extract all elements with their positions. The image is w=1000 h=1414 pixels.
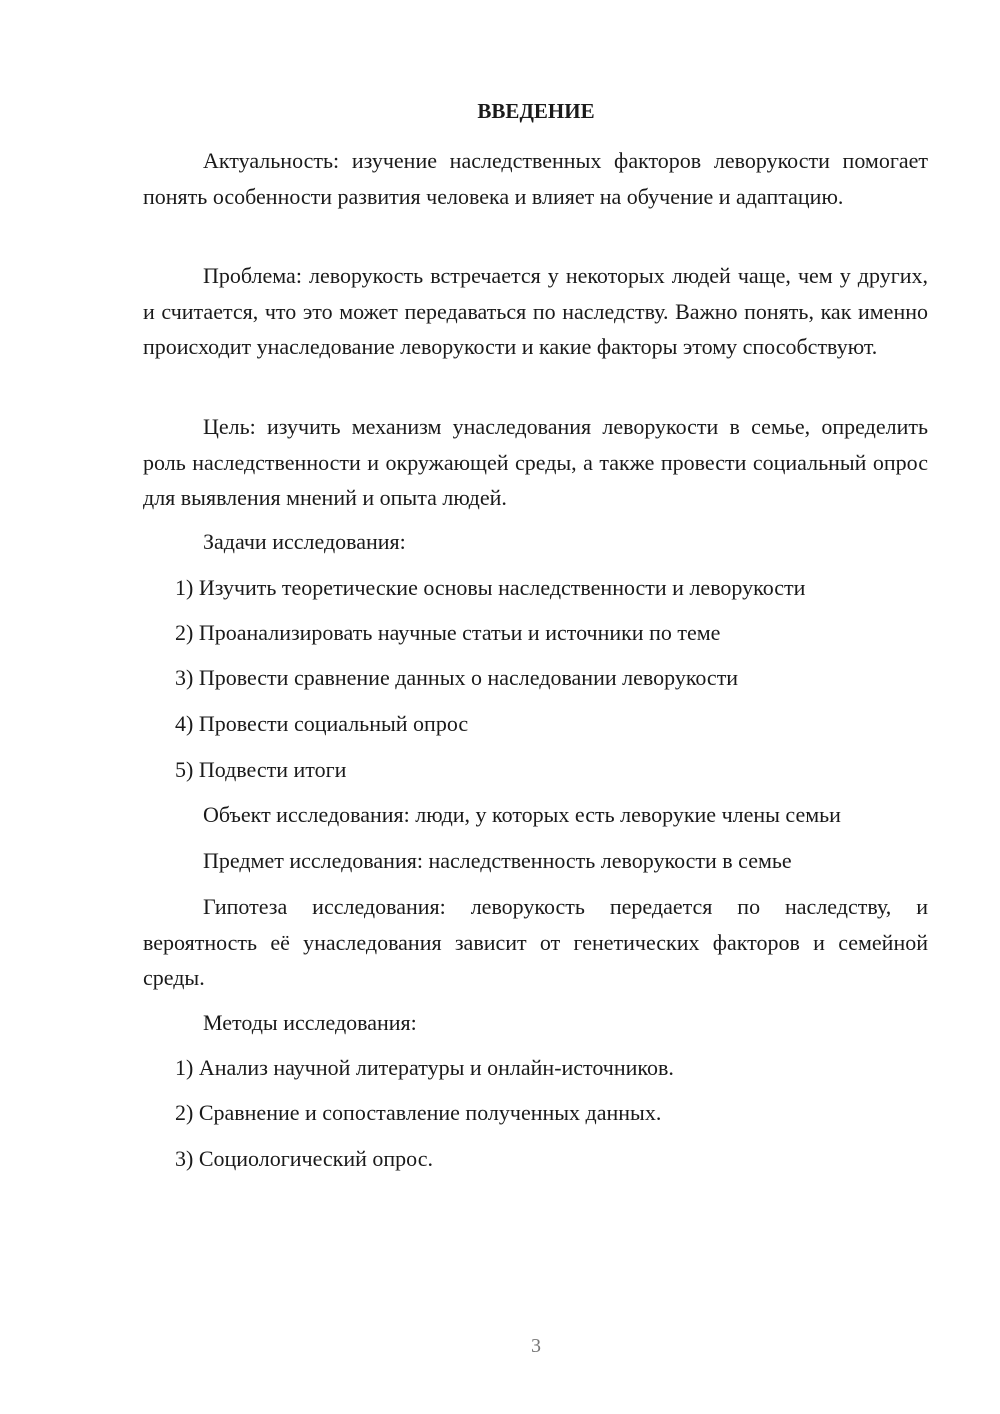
task-item: 4) Провести социальный опрос (175, 711, 469, 736)
task-item: 2) Проанализировать научные статьи и источники по теме (175, 620, 721, 645)
research-subject: Предмет исследования: наследственность леворукости в семье (203, 848, 792, 873)
task-item: 1) Изучить теоретические основы наследственности и леворукости (175, 575, 806, 600)
tasks-heading: Задачи исследования: (203, 529, 406, 554)
page-number: 3 (531, 1335, 541, 1357)
method-item: 1) Анализ научной литературы и онлайн-источников. (175, 1055, 674, 1080)
research-object: Объект исследования: люди, у которых есть леворукие члены семьи (203, 802, 841, 827)
hypothesis-paragraph: Гипотеза исследования: леворукость передается по наследству, и вероятность её унаследования зависит от генетических факторов и семейной среды. (143, 894, 928, 990)
problem-paragraph: Проблема: леворукость встречается у некоторых людей чаще, чем у других, и считается, что это может передаваться по наследству. Важно понять, как именно происходит унаследование леворукости и какие факторы этому способствуют. (143, 263, 928, 359)
task-item: 5) Подвести итоги (175, 757, 347, 782)
goal-paragraph: Цель: изучить механизм унаследования леворукости в семье, определить роль наследственности и окружающей среды, а также провести социальный опрос для выявления мнений и опыта людей. (143, 414, 928, 510)
method-item: 2) Сравнение и сопоставление полученных данных. (175, 1100, 662, 1125)
page-title: ВВЕДЕНИЕ (477, 99, 595, 123)
task-item: 3) Провести сравнение данных о наследовании леворукости (175, 665, 739, 690)
methods-heading: Методы исследования: (203, 1010, 417, 1035)
relevance-paragraph: Актуальность: изучение наследственных факторов леворукости помогает понять особенности развития человека и влияет на обучение и адаптацию. (143, 148, 928, 209)
method-item: 3) Социологический опрос. (175, 1146, 433, 1171)
